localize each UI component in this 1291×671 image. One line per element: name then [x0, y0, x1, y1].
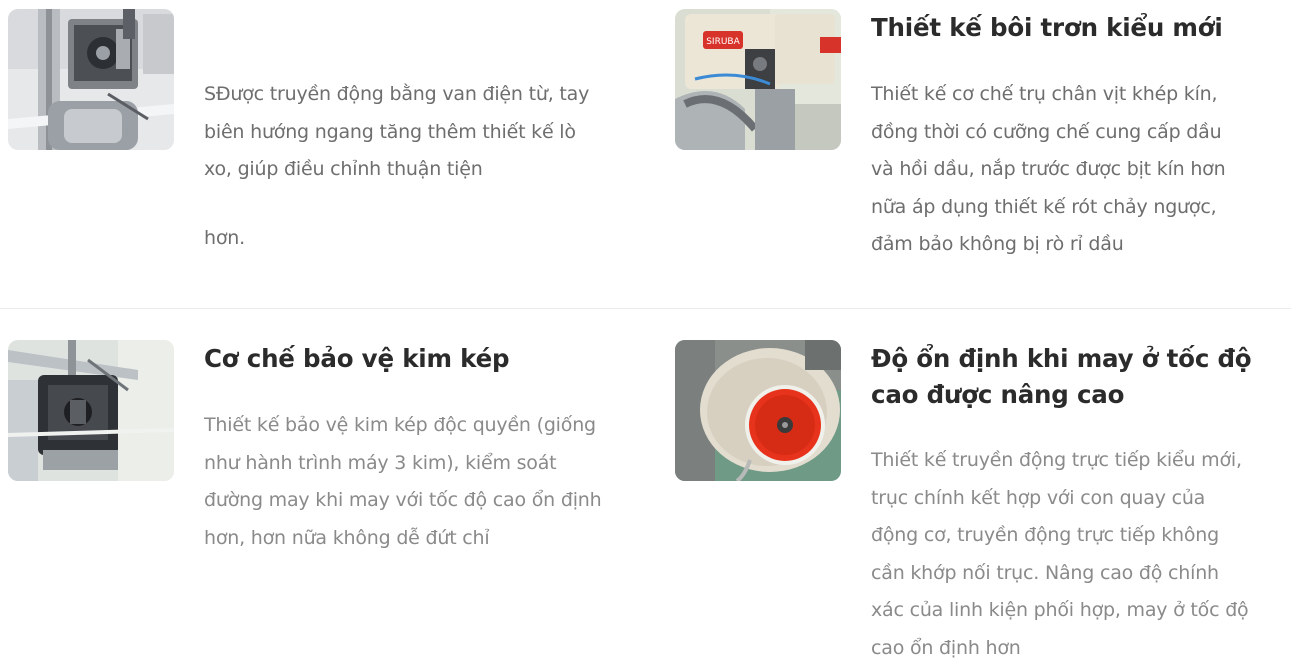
- description-line: hơn.: [204, 226, 245, 249]
- row-divider: [0, 308, 1291, 309]
- feature-description: [204, 76, 624, 257]
- svg-text:SIRUBA: SIRUBA: [706, 37, 740, 47]
- description-line: đồng thời có cưỡng chế cung cấp dầu: [871, 120, 1222, 143]
- description-line: cần khớp nối trục. Nâng cao độ chính: [871, 561, 1219, 584]
- direct-drive-motor-image: [675, 340, 841, 481]
- title-line: Độ ổn định khi may ở tốc độ: [871, 344, 1252, 373]
- description-line: xác của linh kiện phối hợp, may ở tốc độ: [871, 599, 1249, 621]
- lubrication-head-image: [675, 9, 841, 150]
- description-line: biên hướng ngang tăng thêm thiết kế lò: [204, 120, 576, 143]
- description-line: Thiết kế truyền động trực tiếp kiểu mới,: [871, 449, 1242, 471]
- description-line: hơn, hơn nữa không dễ đứt chỉ: [204, 526, 490, 549]
- description-line: động cơ, truyền động trực tiếp không: [871, 524, 1220, 546]
- feature-description: [871, 442, 1271, 667]
- looper-mechanism-image: [8, 9, 174, 150]
- description-line: trục chính kết hợp với con quay của: [871, 486, 1206, 509]
- description-line: như hành trình máy 3 kim), kiểm soát: [204, 451, 557, 474]
- feature-title: Thiết kế bôi trơn kiểu mới: [871, 13, 1223, 42]
- description-line: xo, giúp điều chỉnh thuận tiện: [204, 158, 483, 180]
- description-line: cao ổn định hơn: [871, 636, 1021, 659]
- description-line: Thiết kế cơ chế trụ chân vịt khép kín,: [871, 83, 1218, 105]
- feature-description: [204, 407, 624, 557]
- description-line: SĐược truyền động bằng van điện từ, tay: [204, 83, 590, 105]
- description-line: đảm bảo không bị rò rỉ dầu: [871, 233, 1124, 255]
- needle-guard-image: [8, 340, 174, 481]
- feature-title: [871, 341, 1271, 413]
- description-line: đường may khi may với tốc độ cao ổn định: [204, 489, 602, 511]
- title-line: cao được nâng cao: [871, 380, 1125, 409]
- feature-description: [871, 76, 1271, 264]
- description-line: Thiết kế bảo vệ kim kép độc quyền (giống: [204, 414, 596, 436]
- description-line: nữa áp dụng thiết kế rót chảy ngược,: [871, 195, 1217, 218]
- feature-title: Cơ chế bảo vệ kim kép: [204, 344, 510, 373]
- description-line: và hồi dầu, nắp trước được bịt kín hơn: [871, 158, 1226, 180]
